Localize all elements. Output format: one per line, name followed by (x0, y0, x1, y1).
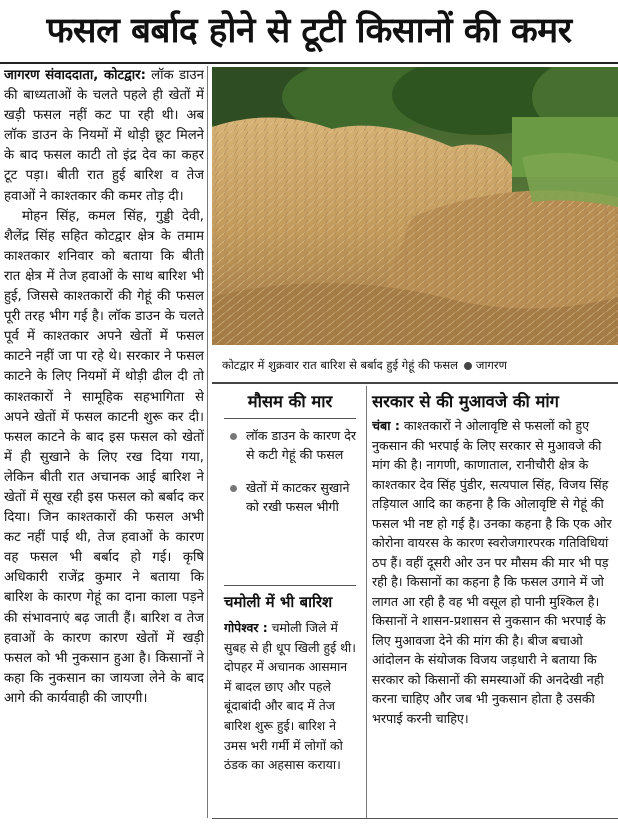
bullet-text: लॉक डाउन के कारण देर से कटी गेहूं की फसल (246, 428, 357, 462)
photo-illustration (212, 67, 618, 345)
photo-credit: जागरण (475, 358, 507, 372)
left-paragraph-2: मोहन सिंह, कमल सिंह, गुड्डी देवी, शैलेंद्र सिंह सहित कोटद्वार क्षेत्र के तमाम काश्तकार शनिवार को बताया कि बीती रात क्षेत्र में तेज हवाओं के साथ बारिश भी हुई, जिससे काश्तकारों की गेहूं की फसल पूरी तरह भीग गई है। लॉक डाउन के चलते पूर्व में काश्तकार अपने खेतों में फसल काटने नहीं जा पा रहे थे। सरकार ने फसल काटने के लिए नियमों में थोड़ी ढील दी तो काश्तकारों ने सामूहिक सहभागिता से अपने खेतों में फसल काटनी शुरू कर दी। फसल काटने के बाद इस फसल को खेतों में ही सुखाने के लिए रख दिया गया, लेकिन बीती रात अचानक आई बारिश ने खेतों में सूख रही इस फसल को बर्बाद कर दिया। जिन काश्तकारों की फसल अभी कट नहीं पाई थी, तेज हवाओं के कारण वह फसल भी बर्बाद हो गई। कृषि अधिकारी राजेंद्र कुमार ने बताया कि बारिश के कारण गेहूं का दाना काला पड़ने की संभावनाएं बढ़ जाती हैं। बारिश व तेज हवाओं के कारण कारण खेतों में खड़ी फसल को भी नुकसान हुआ है। किसानों ने कहा कि नुकसान का जायजा लेने के बाद आगे की कार्यवाही की जाएगी। (4, 208, 204, 706)
left-paragraph-1-text: लॉक डाउन की बाध्यताओं के चलते पहले ही खेतों में खड़ी फसल नहीं कट पा रही थी। अब लॉक डाउन के नियमों में थोड़ी छूट मिलने के बाद फसल काटी तो इंद्र देव का कहर टूट पड़ा। बीती रात हुई बारिश व तेज हवाओं ने काश्तकार की कमर तोड़ दी। (4, 68, 204, 204)
bullet-text: खेतों में काटकर सुखाने को रखी फसल भीगी (246, 480, 350, 514)
list-item (224, 426, 358, 464)
list-item (224, 478, 358, 516)
headline-rule (0, 62, 618, 64)
dateline: जागरण संवाददाता, कोटद्वार: (4, 68, 146, 83)
right-article-body (372, 416, 618, 816)
inner-column-divider (366, 386, 367, 818)
photo-caption-text: कोटद्वार में शुक्रवार रात बारिश से बर्बाद हुई गेहूं की फसल (222, 358, 458, 372)
photo-caption (222, 348, 618, 382)
chamoli-title: चमोली में भी बारिश (224, 593, 333, 611)
right-text: काश्तकारों ने ओलावृष्टि से फसलों को हुए नुकसान की भरपाई के लिए सरकार से मुआवजे की मांग की है। नागणी, काणाताल, रानीचौरी क्षेत्र के काश्तकार देव सिंह पुंडीर, सत्यपाल सिंह, विजय सिंह तड़ियाल आदि का कहना है कि ओलावृष्टि से गेहूं की फसल भी नष्ट हो गई है। उनका कहना है कि एक ओर कोरोना वायरस के कारण स्वरोजगारपरक गतिविधियां ठप हैं। वहीं दूसरी ओर उन पर मौसम की मार भी पड़ रही है। किसानों का कहना है कि फसल उगाने में जो लागत आ रही है वह भी वसूल हो पानी मुश्किल है। किसानों ने शासन-प्रशासन से नुकसान की भरपाई के लिए मुआवजा देने की मांग की है। बीज बचाओ आंदोलन के संयोजक विजय जड़धारी ने बताया कि सरकार को किसानों की समस्याओं की अनदेखी नही करना चाहिए और जब भी नुकसान होता है उसकी भरपाई करनी चाहिए। (372, 418, 612, 726)
left-column-article (4, 66, 204, 824)
headline: फसल बर्बाद होने से टूटी किसानों की कमर (46, 11, 572, 51)
right-paragraph (372, 416, 618, 728)
bullet-dot-icon (230, 433, 237, 440)
chamoli-dateline: गोपेश्वर : (224, 620, 268, 635)
left-paragraph-1 (4, 66, 204, 207)
sidebar-title: मौसम की मार (247, 392, 333, 411)
column-divider (207, 66, 208, 818)
chamoli-text: चमोली जिले में सुबह से ही धूप खिली हुई थी। दोपहर में अचानक आसमान में बादल छाए और पहले बूंदाबांदी और बाद में तेज बारिश शुरू हुई। बारिश ने उमस भरी गर्मी में लोगों को ठंडक का अहसास कराया। (224, 620, 356, 773)
right-article-title: सरकार से की मुआवजे की मांग (372, 392, 559, 411)
sidebar-bullet-list (224, 426, 358, 530)
bullet-dot-icon (230, 485, 237, 492)
bottom-rule (212, 818, 618, 819)
sidebar-title-rule (224, 418, 356, 419)
chamoli-paragraph (224, 618, 358, 775)
news-photo-wheat-field (212, 67, 618, 345)
bullet-dot-icon (464, 362, 472, 370)
chamoli-article (224, 618, 358, 808)
sidebar-bottom-rule (224, 585, 356, 586)
right-dateline: चंबा : (372, 418, 400, 433)
caption-rule (212, 382, 618, 384)
